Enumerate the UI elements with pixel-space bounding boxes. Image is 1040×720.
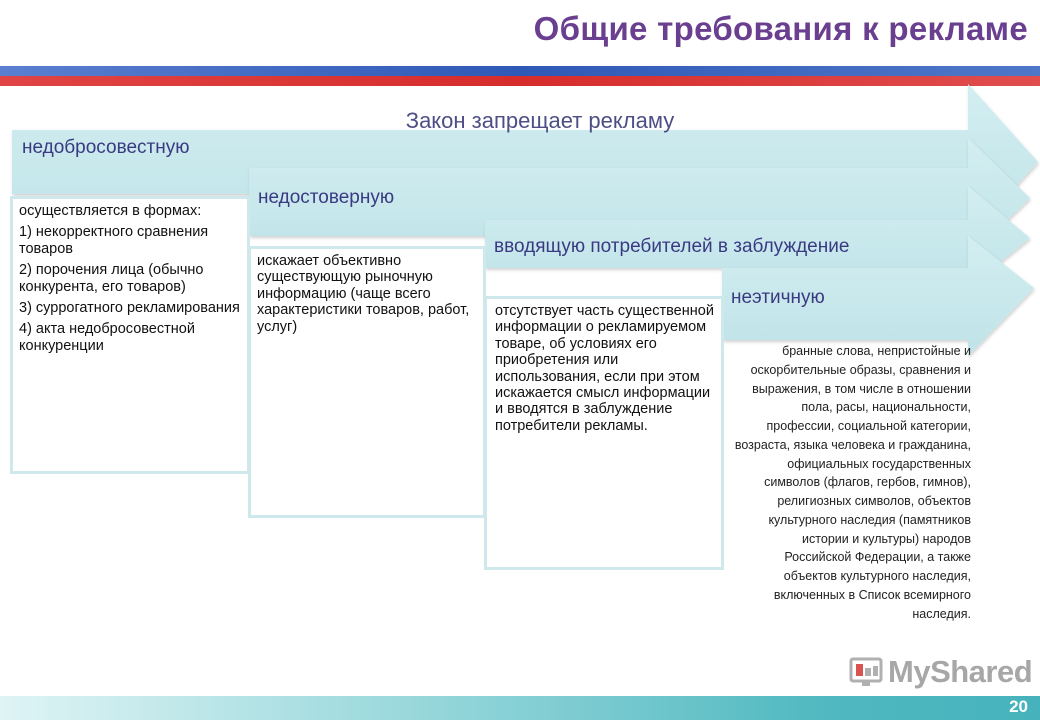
slide-title: Общие требования к рекламе [533, 10, 1028, 47]
box-text-line: 3) суррогатного рекламирования [19, 299, 240, 316]
box-text-line: осуществляется в формах: [19, 203, 202, 219]
box-text-line: отсутствует часть существенной информации о рекламируемом товаре, об условиях его приобретения или использования, если при этом искажается смысл информации и вводятся в заблуждение потребители рекламы. [495, 303, 714, 434]
box-text-line: искажает объективно существующую рыночную информацию (чаще всего характеристики товаров, работ, услуг) [257, 253, 470, 335]
logo-text: MyShared [888, 654, 1033, 689]
label-nedostovernuyu: недостоверную [258, 187, 395, 208]
box-nedobrosovestnuyu [10, 196, 250, 474]
label-neetichnuyu: неэтичную [731, 287, 825, 308]
myshared-logo [848, 654, 1032, 690]
box-vvodyaschuyu [484, 296, 724, 570]
label-vvodyaschuyu: вводящую потребителей в заблуждение [494, 236, 850, 257]
page-number: 20 [1009, 697, 1028, 716]
box-text-line: 4) акта недобросовестной конкуренции [19, 321, 195, 354]
box-nedostovernuyu [248, 246, 486, 518]
footer-bar [0, 696, 1040, 720]
neetichnuyu-description: бранные слова, непристойные и оскорбительные образы, сравнения и выражения, в том числе в отношении пола, расы, национальности, профессии, социальной категории, возраста, языка человека и гражданина, официальных государственных символов (флагов, гербов, гимнов), религиозных символов, объектов культурного наследия (памятников истории и культуры) народов Российской Федерации, а также объектов культурного наследия, включенных в Список всемирного наследия. [734, 344, 971, 621]
box-text-line: 1) некорректного сравнения товаров [19, 224, 209, 257]
logo-screen-icon [848, 654, 888, 690]
box-text-line: 2) порочения лица (обычно конкурента, его товаров) [19, 262, 204, 295]
main-heading: Закон запрещает рекламу [405, 108, 675, 133]
label-nedobrosovestnuyu: недобросовестную [22, 137, 190, 158]
